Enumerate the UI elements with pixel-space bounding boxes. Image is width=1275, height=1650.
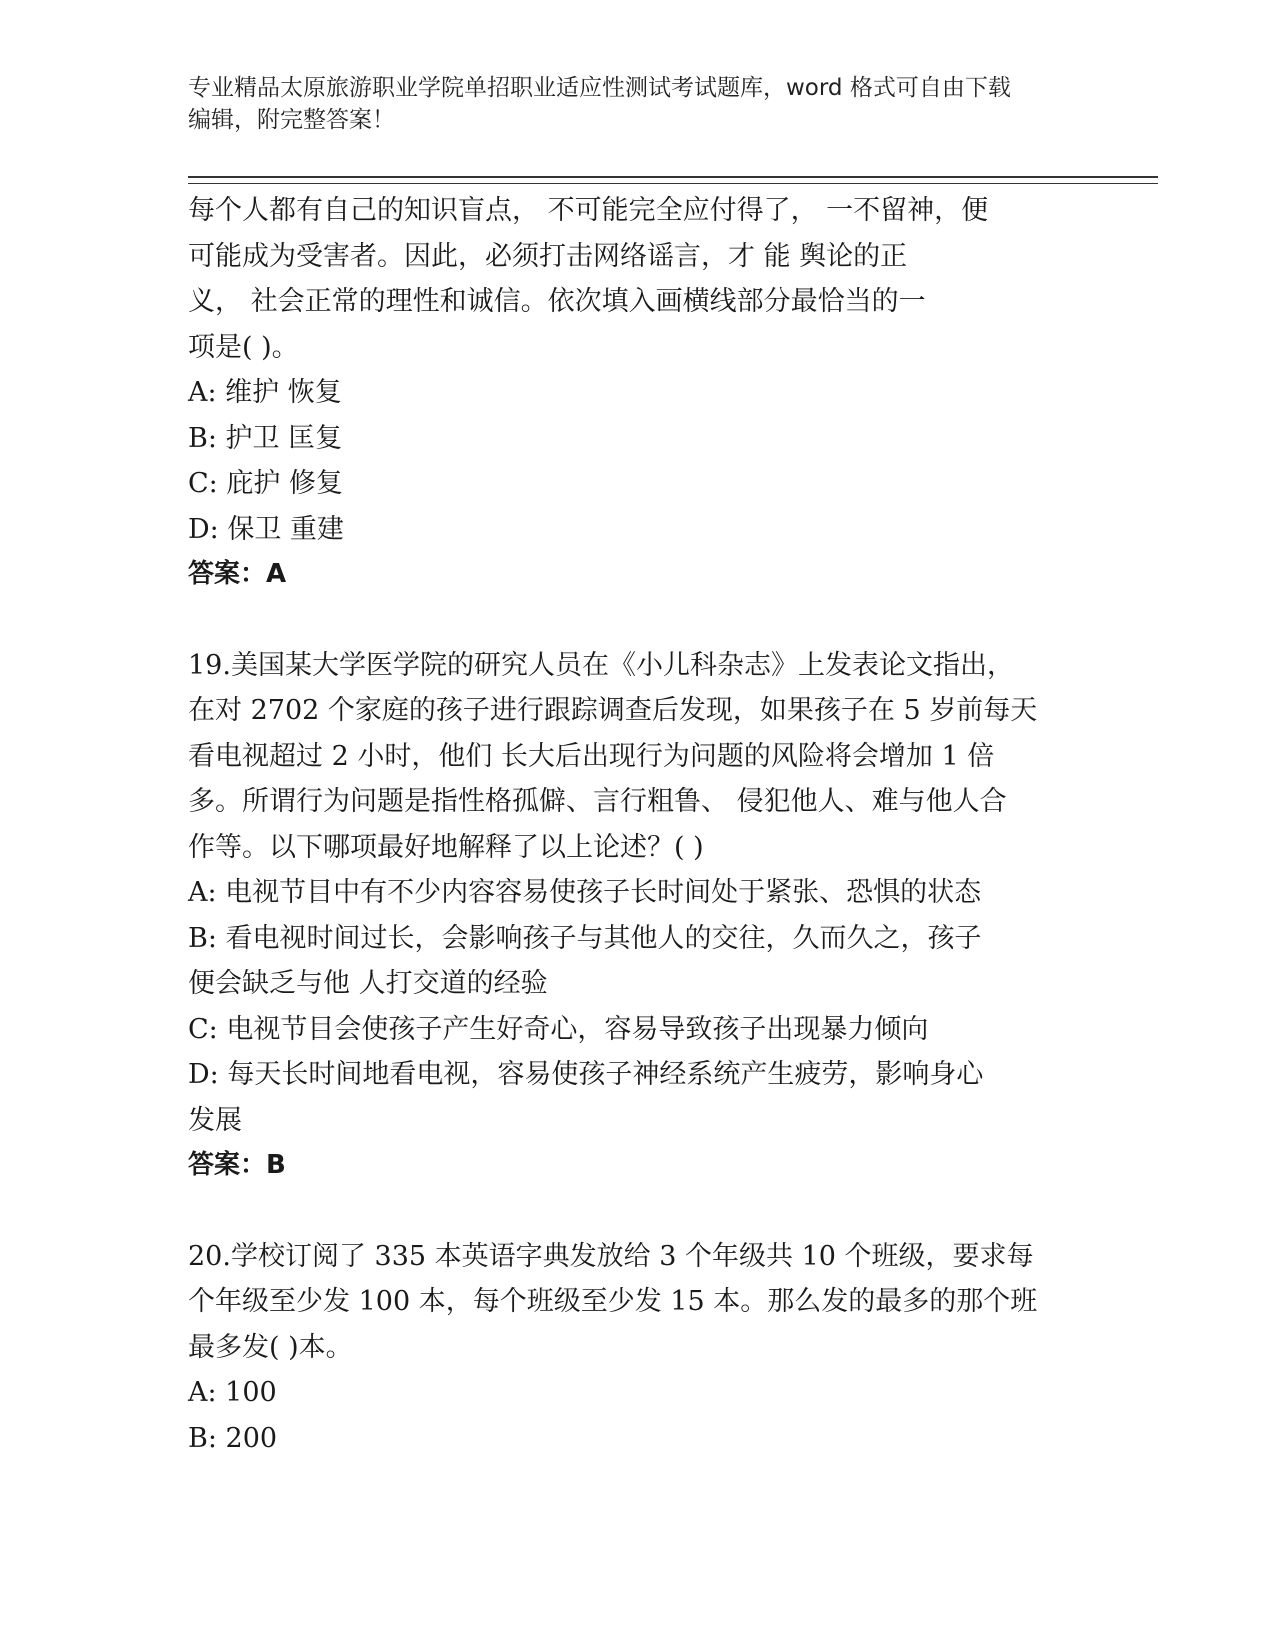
question-line: 多。所谓行为问题是指性格孤僻、言行粗鲁、 侵犯他人、难与他人合 <box>188 786 1007 817</box>
question-20 <box>188 1234 1088 1462</box>
option-d: D: 每天长时间地看电视，容易使孩子神经系统产生疲劳，影响身心 <box>188 1059 984 1090</box>
option-a: A: 100 <box>188 1377 277 1408</box>
spacer <box>188 598 1088 643</box>
option-d-continued: 发展 <box>188 1104 242 1136</box>
option-c: C: 电视节目会使孩子产生好奇心，容易导致孩子出现暴力倾向 <box>188 1013 929 1045</box>
question-18 <box>188 188 1088 598</box>
header-rule-thick <box>188 176 1158 178</box>
question-line: 在对 2702 个家庭的孩子进行跟踪调查后发现，如果孩子在 5 岁前每天 <box>188 695 1038 726</box>
option-a: A: 电视节目中有不少内容容易使孩子长时间处于紧张、恐惧的状态 <box>188 877 982 908</box>
answer-line: 答案：B <box>188 1150 286 1180</box>
page-header <box>188 72 1068 136</box>
option-a: A: 维护 恢复 <box>188 377 342 408</box>
question-19 <box>188 643 1088 1189</box>
spacer <box>188 1189 1088 1234</box>
header-line-2: 编辑，附完整答案！ <box>188 107 395 133</box>
question-line: 看电视超过 2 小时，他们 长大后出现行为问题的风险将会增加 1 倍 <box>188 740 995 772</box>
option-c: C: 庇护 修复 <box>188 468 343 499</box>
question-line: 19.美国某大学医学院的研究人员在《小儿科杂志》上发表论文指出， <box>188 649 1014 681</box>
option-b: B: 200 <box>188 1422 278 1454</box>
option-b: B: 护卫 匡复 <box>188 422 343 454</box>
question-line: 项是( )。 <box>188 331 299 363</box>
question-line: 可能成为受害者。因此，必须打击网络谣言，才 能 舆论的正 <box>188 240 908 272</box>
document-body <box>188 188 1088 1461</box>
option-d: D: 保卫 重建 <box>188 513 344 545</box>
answer-line: 答案：A <box>188 559 287 589</box>
header-line-1: 专业精品太原旅游职业学院单招职业适应性测试考试题库，word 格式可自由下载 <box>188 75 1011 101</box>
option-b-continued: 便会缺乏与他 人打交道的经验 <box>188 968 548 999</box>
question-line: 个年级至少发 100 本，每个班级至少发 15 本。那么发的最多的那个班 <box>188 1286 1038 1317</box>
header-rule-thin <box>188 183 1158 184</box>
question-line: 义， 社会正常的理性和诚信。依次填入画横线部分最恰当的一 <box>188 286 926 317</box>
question-line: 每个人都有自己的知识盲点， 不可能完全应付得了， 一不留神，便 <box>188 195 989 226</box>
option-b: B: 看电视时间过长，会影响孩子与其他人的交往，久而久之，孩子 <box>188 922 982 954</box>
question-line: 20.学校订阅了 335 本英语字典发放给 3 个年级共 10 个班级，要求每 <box>188 1240 1034 1272</box>
question-line: 作等。以下哪项最好地解释了以上论述？( ) <box>188 831 704 863</box>
question-line: 最多发( )本。 <box>188 1331 353 1363</box>
